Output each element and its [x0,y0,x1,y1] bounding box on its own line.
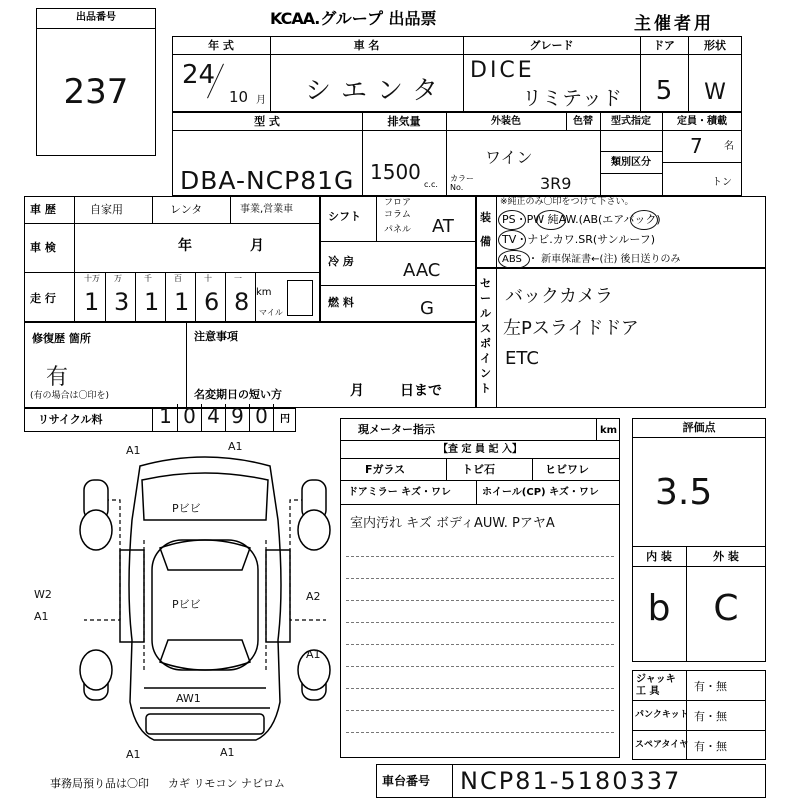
comment-line [346,556,614,557]
recycle-digit: 1 [154,404,178,432]
mileage-digit-label: 十 [204,274,212,283]
deadline-day: 日まで [400,383,442,399]
km-unit: km [256,287,272,298]
mileage-label: 走 行 [30,292,56,305]
grade-value-2: リミテッド [522,86,622,110]
equipment-line-2: TV・ナビ.カワ.SR(サンルーフ) [502,233,656,246]
office-note: 事務局預り品は〇印 [50,777,149,790]
mileage-digit: 6 [204,288,220,316]
lot-label: 出品番号 [76,12,116,23]
shift-label: シフト [328,210,361,223]
score-value: 3.5 [655,472,713,513]
inspector-comment: 室内汚れ キズ ボディAUW. PアヤA [350,516,555,531]
mileage-digit-label: 万 [114,274,122,283]
kcaa-brand: KCAA [270,9,315,28]
capacity-label: 定員・積載 [677,116,727,127]
month-value: 10 [229,88,249,106]
grade-label: グレード [529,39,574,52]
selling-point-1: バックカメラ [505,286,613,307]
lot-number: 237 [63,72,129,112]
notes-label: 注意事項 [194,330,238,343]
ab-circle [630,210,658,230]
mileage-digit: 1 [144,288,160,316]
repair-hint: (有の場合は〇印を) [30,391,110,401]
abs-circle [498,250,530,269]
displacement-label: 排気量 [387,115,421,128]
doors-value: 5 [655,76,673,106]
mileage-digit-label: 千 [144,274,152,283]
selling-points-label: セールスポイント [480,277,491,395]
cc-unit: c.c. [424,180,438,189]
miles-check-box [287,280,313,316]
recycle-digit: 9 [226,404,250,432]
score-label: 評価点 [682,421,716,434]
door-mirror-label: ドアミラー キズ・ワレ [348,487,451,498]
deadline-label: 名変期日の短い方 [194,388,282,401]
type-label: 型 式 [254,115,280,128]
shift-floor: フロア [384,198,412,208]
chassis-value: NCP81-5180337 [460,767,682,795]
deadline-month: 月 [350,383,364,399]
mark-front-left: A1 [126,444,141,457]
equipment-warranty: ・ 新車保証書←(注) 後日送りのみ [528,254,681,265]
history-label: 車 歴 [30,203,56,216]
title-rest: .グループ 出品票 [314,9,437,28]
comment-line [346,622,614,623]
comment-line [346,710,614,711]
miles-unit: マイル [259,308,283,317]
puncture-label: パンクキット [635,710,689,720]
mileage-cell [106,272,136,322]
exterior-label: 外 装 [713,550,739,563]
mark-bonnet: Pビビ [172,502,201,515]
repair-label: 修復歴 箇所 [32,332,91,345]
pw-circle [536,210,566,230]
mileage-cell [136,272,166,322]
comment-line [346,600,614,601]
make-label: 車 名 [353,39,380,52]
shift-column: コラム [384,210,411,220]
recycle-digit: 0 [178,404,202,432]
color-value: ワイン [485,148,533,167]
repair-value: 有 [46,365,69,390]
shift-panel: パネル [384,225,412,235]
mileage-digit: 1 [174,288,190,316]
color-no-value: 3R9 [540,174,572,193]
mileage-digit-label: 一 [234,274,242,283]
spare-yesno: 有・無 [694,740,727,753]
selling-point-3: ETC [505,348,539,369]
puncture-yesno: 有・無 [694,710,727,723]
comment-line [346,666,614,667]
ac-label: 冷 房 [328,255,354,268]
inspector-header: 【査 定 員 記 入】 [438,444,522,455]
mileage-digit: 1 [84,288,100,316]
equipment-abs: ABS [502,254,522,265]
mileage-cell [166,272,196,322]
recycle-label: リサイクル料 [38,413,103,426]
capacity-value: 7 [690,134,703,158]
tv-circle [498,230,526,250]
type-value: DBA-NCP81G [180,166,355,195]
selling-point-2: 左Pスライドドア [503,318,639,339]
mark-right-door: A2 [306,590,321,603]
organizer-label: 主催者用 [634,14,714,34]
chassis-label: 車台番号 [382,774,431,788]
capacity-unit: 名 [724,141,734,152]
glass-label: Fガラス [365,463,406,476]
mark-rear-left: A1 [126,748,141,761]
body-value: W [704,80,726,105]
model-value: シエンタ [305,76,448,106]
recycle-digit: 4 [202,404,226,432]
jack-label: ジャッキ工 具 [636,674,676,697]
office-items: カギ リモコン ナビロム [168,777,285,790]
comment-line [346,732,614,733]
car-damage-diagram [34,440,350,770]
type-designation-label: 型式指定 [611,116,651,127]
mark-trunk: AW1 [176,692,201,705]
meter-label: 現メーター指示 [358,423,435,436]
private-use: 自家用 [90,203,123,216]
equipment-line-1: PS・PW 純AW.(AB(エアバック) [502,213,661,226]
mileage-digit: 3 [114,288,130,316]
door-label: ドア [653,39,675,52]
comment-line [346,644,614,645]
interior-value: b [647,588,671,629]
equipment-note: ※純正のみ〇印をつけて下さい。 [500,197,634,207]
mileage-digit-label: 百 [174,274,182,283]
mileage-cell [226,272,256,322]
inspection-year-unit: 年 [178,238,192,254]
mileage-digit-label: 十万 [84,274,100,283]
jack-yesno: 有・無 [694,680,727,693]
mark-left-rear: A1 [34,610,49,623]
fuel-label: 燃 料 [328,296,354,309]
interior-label: 内 装 [646,550,672,563]
mileage-cell [196,272,226,322]
month-unit: 月 [256,95,266,106]
mark-right-rear: A1 [306,648,321,661]
tobi-label: トビ石 [462,463,495,476]
inspection-label: 車 検 [30,241,56,254]
business-use: 事業,営業車 [240,204,294,215]
wheel-label: ホイール(CP) キズ・ワレ [482,487,599,498]
recycle-digit: 0 [250,404,274,432]
shift-value: AT [432,216,454,237]
hibi-label: ヒビワレ [545,463,589,476]
mileage-cell [76,272,106,322]
recycle-yen: 円 [280,414,290,425]
displacement-value: 1500 [370,160,421,184]
fuel-value: G [420,298,434,319]
ton-unit: トン [712,177,732,188]
year-value: 24 [182,60,216,90]
year-label: 年 式 [208,39,234,52]
mark-rear-right: A1 [220,746,235,759]
ac-value: AAC [403,260,441,281]
color-change-label: 色替 [573,116,593,127]
color-label: 外装色 [491,116,521,127]
color-no-label: カラーNo. [450,174,474,192]
comment-line [346,578,614,579]
mark-roof: Pビビ [172,598,201,611]
ps-circle [498,210,526,230]
category-label: 類別区分 [611,157,651,168]
grade-value-1: DICE [470,58,535,83]
rental-use: レンタ [170,203,203,216]
mileage-digit: 8 [234,288,250,316]
body-label: 形状 [704,39,726,52]
comment-line [346,688,614,689]
spare-label: スペアタイヤ [635,740,689,750]
form-title [270,6,437,29]
mark-left-door: W2 [34,588,52,601]
equipment-label: 装 備 [480,211,491,248]
mark-front-right: A1 [228,440,243,453]
exterior-value: C [713,588,739,629]
meter-km: km [600,425,618,436]
inspection-month-unit: 月 [250,238,264,254]
